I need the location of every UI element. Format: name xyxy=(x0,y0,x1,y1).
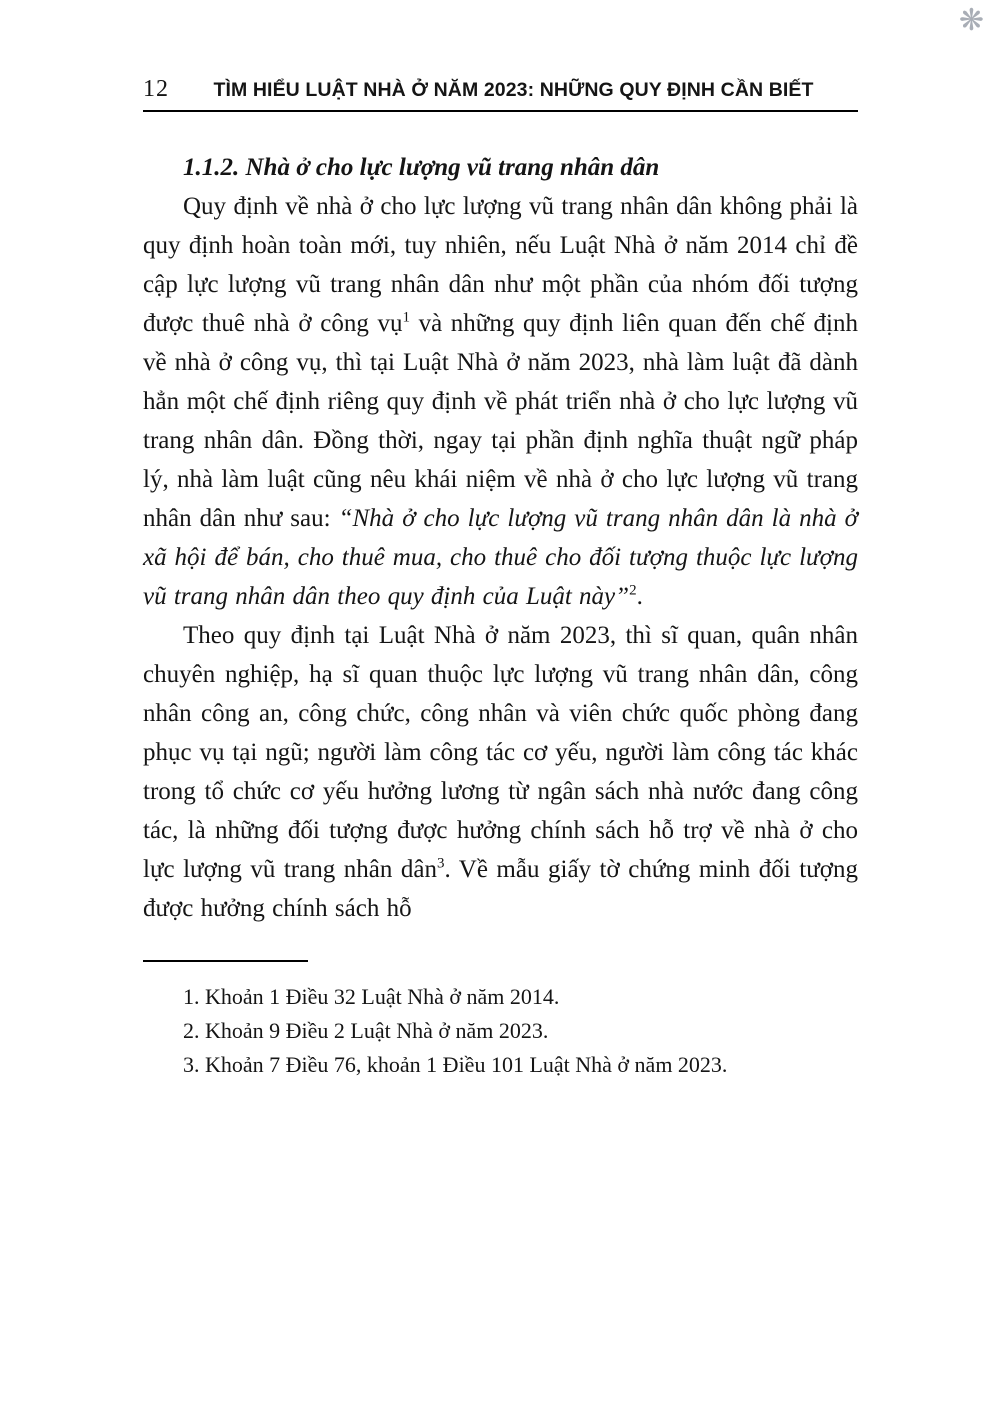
page-body xyxy=(143,148,858,1082)
flower-ornament-icon: ❋ xyxy=(958,4,984,37)
running-head-title: TÌM HIỂU LUẬT NHÀ Ở NĂM 2023: NHỮNG QUY ĐỊNH CẦN BIẾT xyxy=(213,79,814,101)
header-rule xyxy=(143,110,858,112)
body-paragraph: Theo quy định tại Luật Nhà ở năm 2023, thì sĩ quan, quân nhân chuyên nghiệp, hạ sĩ quan thuộc lực lượng vũ trang nhân dân, công nhân công an, công chức, công nhân và viên chức quốc phòng đang phục vụ tại ngũ; người làm công tác cơ yếu, người làm công tác khác trong tổ chức cơ yếu hưởng lương từ ngân sách nhà nước đang công tác, là những đối tượng được hưởng chính sách hỗ trợ về nhà ở cho lực lượng vũ trang nhân dân$^3$. Về mẫu giấy tờ chứng minh đối tượng được hưởng chính sách hỗ xyxy=(143,622,858,922)
footnote: 2. Khoản 9 Điều 2 Luật Nhà ở năm 2023. xyxy=(183,1018,549,1043)
body-paragraph: Quy định về nhà ở cho lực lượng vũ trang nhân dân không phải là quy định hoàn toàn mới, tuy nhiên, nếu Luật Nhà ở năm 2014 chỉ đề cập lực lượng vũ trang nhân dân như một phần của nhóm đối tượng được thuê nhà ở công vụ$^1$ và những quy định liên quan đến chế định về nhà ở công vụ, thì tại Luật Nhà ở năm 2023, nhà làm luật đã dành hẳn một chế định riêng quy định về phát triển nhà ở cho lực lượng vũ trang nhân dân. Đồng thời, ngay tại phần định nghĩa thuật ngữ pháp lý, nhà làm luật cũng nêu khái niệm về nhà ở cho lực lượng vũ trang nhân dân như sau: “Nhà ở cho lực lượng vũ trang nhân dân là nhà ở xã hội để bán, cho thuê mua, cho thuê cho đối tượng thuộc lực lượng vũ trang nhân dân theo quy định của Luật này”$^2$. xyxy=(143,193,858,610)
page-number: 12 xyxy=(143,76,169,102)
footnote: 1. Khoản 1 Điều 32 Luật Nhà ở năm 2014. xyxy=(183,984,560,1009)
footnote-separator xyxy=(143,960,308,962)
footnotes-block xyxy=(143,980,858,1082)
page-header xyxy=(143,76,858,103)
section-heading: 1.1.2. Nhà ở cho lực lượng vũ trang nhân dân xyxy=(183,154,660,181)
footnote: 3. Khoản 7 Điều 76, khoản 1 Điều 101 Luật Nhà ở năm 2023. xyxy=(183,1052,728,1077)
